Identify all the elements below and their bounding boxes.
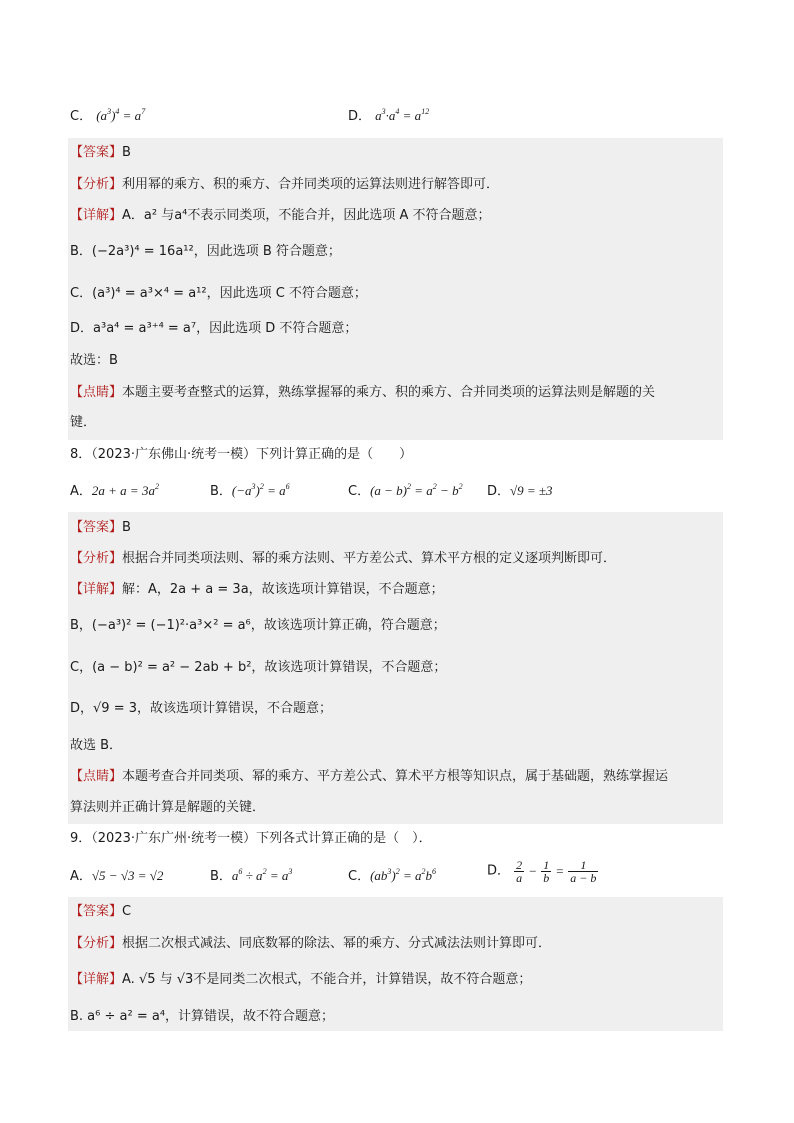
q7-detail-c: C．(a³)⁴ = a³×⁴ = a¹²，因此选项 C 不符合题意； [70,286,367,301]
q9-detail-b: B. a⁶ ÷ a² = a⁴，计算错误，故不符合题意； [70,1009,335,1024]
q7-detail-a: 【详解】A．a² 与a⁴不表示同类项，不能合并，因此选项 A 不符合题意； [70,208,491,223]
q8-analysis: 【分析】根据合并同类项法则、幂的乘方法则、平方差公式、算术平方根的定义逐项判断即可． [70,551,617,566]
q9-option-a: A．√5 − √3 = √2 [70,868,164,884]
q9-option-d: D． $\frac{2}{a}$ − $\frac{1}{b}$ = $\frac{1}{a - b}$ [487,858,597,885]
q9-option-c: C．$(ab^3)^2 = a^2b^6$ [348,867,437,884]
q9-option-b: B．$a^6 \div a^2 = a^3$ [210,867,293,884]
q8-comment-cont: 算法则并正确计算是解题的关键． [70,800,266,815]
q7-comment-cont: 键． [70,415,97,430]
q8-option-b: B．$(-a^3)^2 = a^6$ [210,482,290,499]
q9-stem: 9．（2023·广东广州·统考一模）下列各式计算正确的是（ ）． [70,831,432,846]
q9-answer: 【答案】C [70,904,132,919]
q7-answer: 【答案】B [70,145,131,160]
q8-comment: 【点睛】本题考查合并同类项、幂的乘方、平方差公式、算术平方根等知识点，属于基础题，熟练掌握运 [70,769,669,784]
q8-detail-a: 【详解】解：A，2a + a = 3a，故该选项计算错误，不合题意； [70,582,444,597]
q7-option-c: C． $(a^3)^4 = a^7$ [70,107,146,124]
q7-option-d: D． $a^3\cdot a^4 = a^{12}$ [348,107,430,124]
q8-choice: 故选 B． [70,738,123,753]
q9-analysis: 【分析】根据二次根式减法、同底数幂的除法、幂的乘方、分式减法法则计算即可． [70,936,552,951]
q8-detail-c: C，(a − b)² = a² − 2ab + b²，故该选项计算错误，不合题意； [70,660,447,675]
q8-stem: 8．（2023·广东佛山·统考一模）下列计算正确的是（ ） [70,447,413,462]
q8-option-a: A．$2a + a = 3a^2$ [70,482,159,499]
q8-option-d: D．√9 = ±3 [487,483,553,499]
q8-detail-b: B，(−a³)² = (−1)²·a³×² = a⁶，故该选项计算正确，符合题意； [70,618,446,633]
q8-detail-d: D，√9 = 3，故该选项计算错误，不合题意； [70,701,332,716]
q7-comment: 【点睛】本题主要考查整式的运算，熟练掌握幂的乘方、积的乘方、合并同类项的运算法则是解题的关 [70,385,656,400]
q7-detail-d: D．a³a⁴ = a³⁺⁴ = a⁷，因此选项 D 不符合题意； [70,321,358,336]
option-label: C． [70,109,93,124]
q9-detail-a: 【详解】A. √5 与 √3不是同类二次根式，不能合并，计算错误，故不符合题意； [70,972,532,987]
q8-answer: 【答案】B [70,520,131,535]
q7-analysis: 【分析】利用幂的乘方、积的乘方、合并同类项的运算法则进行解答即可． [70,177,500,192]
q7-choice: 故选：B [70,353,118,368]
q8-option-c: C．$(a - b)^2 = a^2 - b^2$ [348,482,463,499]
option-label: D． [348,109,372,124]
q7-detail-b: B．(−2a³)⁴ = 16a¹²，因此选项 B 符合题意； [70,244,341,259]
